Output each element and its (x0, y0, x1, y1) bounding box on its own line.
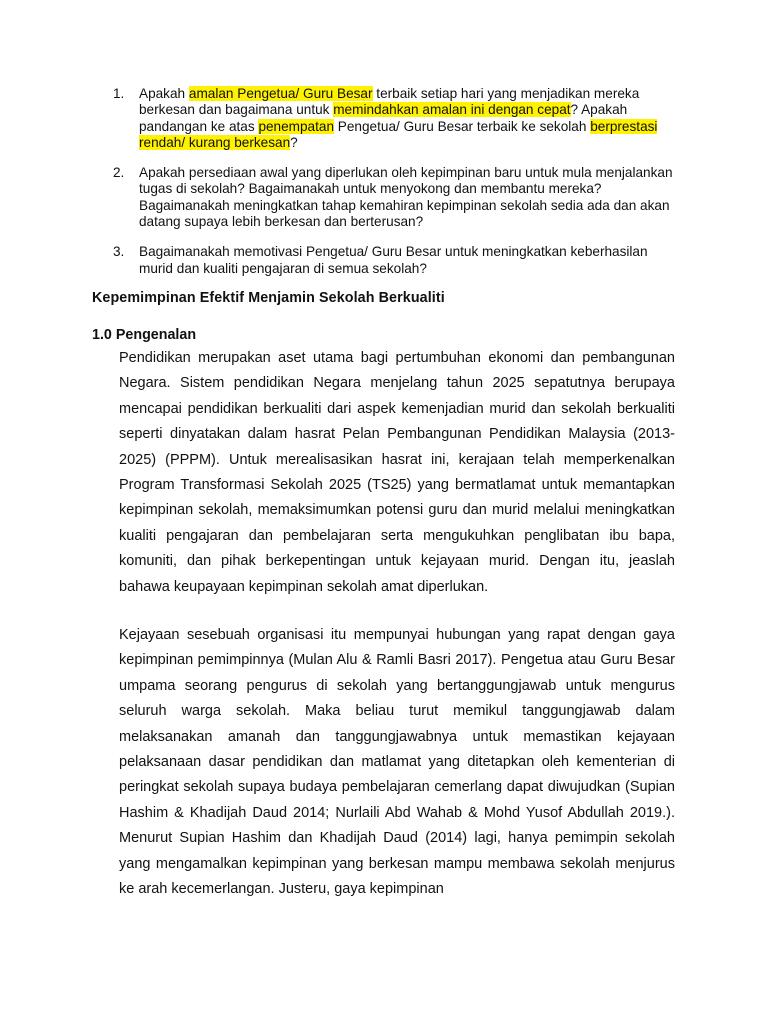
question-text: Bagaimanakah memotivasi Pengetua/ Guru Besar untuk meningkatkan keberhasilan murid dan kualiti pengajaran di semua sekolah? (139, 244, 648, 276)
question-item (113, 86, 673, 151)
body-paragraph: Pendidikan merupakan aset utama bagi pertumbuhan ekonomi dan pembangunan Negara. Sistem pendidikan Negara menjelang tahun 2025 sepatutnya berupaya mencapai pendidikan berkualiti dari aspek kemenjadian murid dan sekolah berkualiti seperti dinyatakan dalam hasrat Pelan Pembangunan Pendidikan Malaysia (2013-2025) (PPPM). Untuk merealisasikan hasrat ini, kerajaan telah memperkenalkan Program Transformasi Sekolah 2025 (TS25) yang bermatlamat untuk memantapkan kepimpinan sekolah, memaksimumkan potensi guru dan murid melalui meningkatkan kualiti pengajaran dan pembelajaran serta mengukuhkan penglibatan ibu bapa, komuniti, dan pihak berkepentingan untuk kejayaan murid. Dengan itu, jeaslah bahawa keupayaan kepimpinan sekolah amat diperlukan. (119, 350, 675, 595)
question-text (139, 86, 657, 150)
question-text-segment: Apakah (139, 86, 189, 101)
question-text-segment: terbaik setiap hari yang menjadikan mereka berkesan dan bagaimana untuk (139, 86, 640, 118)
highlighted-phrase: berprestasi rendah/ kurang berkesan (139, 118, 658, 150)
highlighted-phrase: memindahkan amalan ini dengan cepat (333, 102, 571, 118)
question-text: Apakah persediaan awal yang diperlukan oleh kepimpinan baru untuk mula menjalankan tugas di sekolah? Bagaimanakah untuk menyokong dan membantu mereka? Bagaimanakah meningkatkan tahap kemahiran kepimpinan sekolah sedia ada dan akan datang supaya lebih berkesan dan berterusan? (139, 165, 673, 230)
body-paragraph: Kejayaan sesebuah organisasi itu mempunyai hubungan yang rapat dengan gaya kepimpinan pemimpinnya (Mulan Alu & Ramli Basri 2017). Pengetua atau Guru Besar umpama seorang pengurus di sekolah yang bertanggungjawab untuk mengurus seluruh warga sekolah. Maka beliau turut memikul tanggungjawab dalam melaksanakan amanah dan tanggungjawabnya untuk memastikan kejayaan pelaksanaan dasar pendidikan dan matlamat yang ditetapkan oleh kementerian di peringkat sekolah supaya budaya pembelajaran cemerlang dapat diwujudkan (Supian Hashim & Khadijah Daud 2014; Nurlaili Abd Wahab & Mohd Yusof Abdullah 2019.). Menurut Supian Hashim dan Khadijah Daud (2014) lagi, hanya pemimpin sekolah yang mengamalkan kepimpinan yang berkesan mampu membawa sekolah menjurus ke arah kecemerlangan. Justeru, gaya kepimpinan (119, 627, 675, 898)
section-heading: Kepemimpinan Efektif Menjamin Sekolah Berkualiti (92, 290, 445, 306)
highlighted-phrase: penempatan (258, 118, 335, 134)
question-text-segment: ? Apakah pandangan ke atas (139, 102, 628, 134)
question-number: 1. (113, 86, 125, 101)
question-item (113, 244, 673, 277)
question-text-segment: Pengetua/ Guru Besar terbaik ke sekolah (334, 118, 591, 134)
question-number: 3. (113, 244, 125, 260)
question-number: 2. (113, 165, 125, 181)
highlighted-phrase: amalan Pengetua/ Guru Besar (188, 86, 373, 101)
question-text-segment: ? (290, 134, 298, 150)
question-item (113, 165, 673, 230)
sub-heading-introduction: 1.0 Pengenalan (92, 327, 197, 343)
question-list (113, 86, 673, 291)
